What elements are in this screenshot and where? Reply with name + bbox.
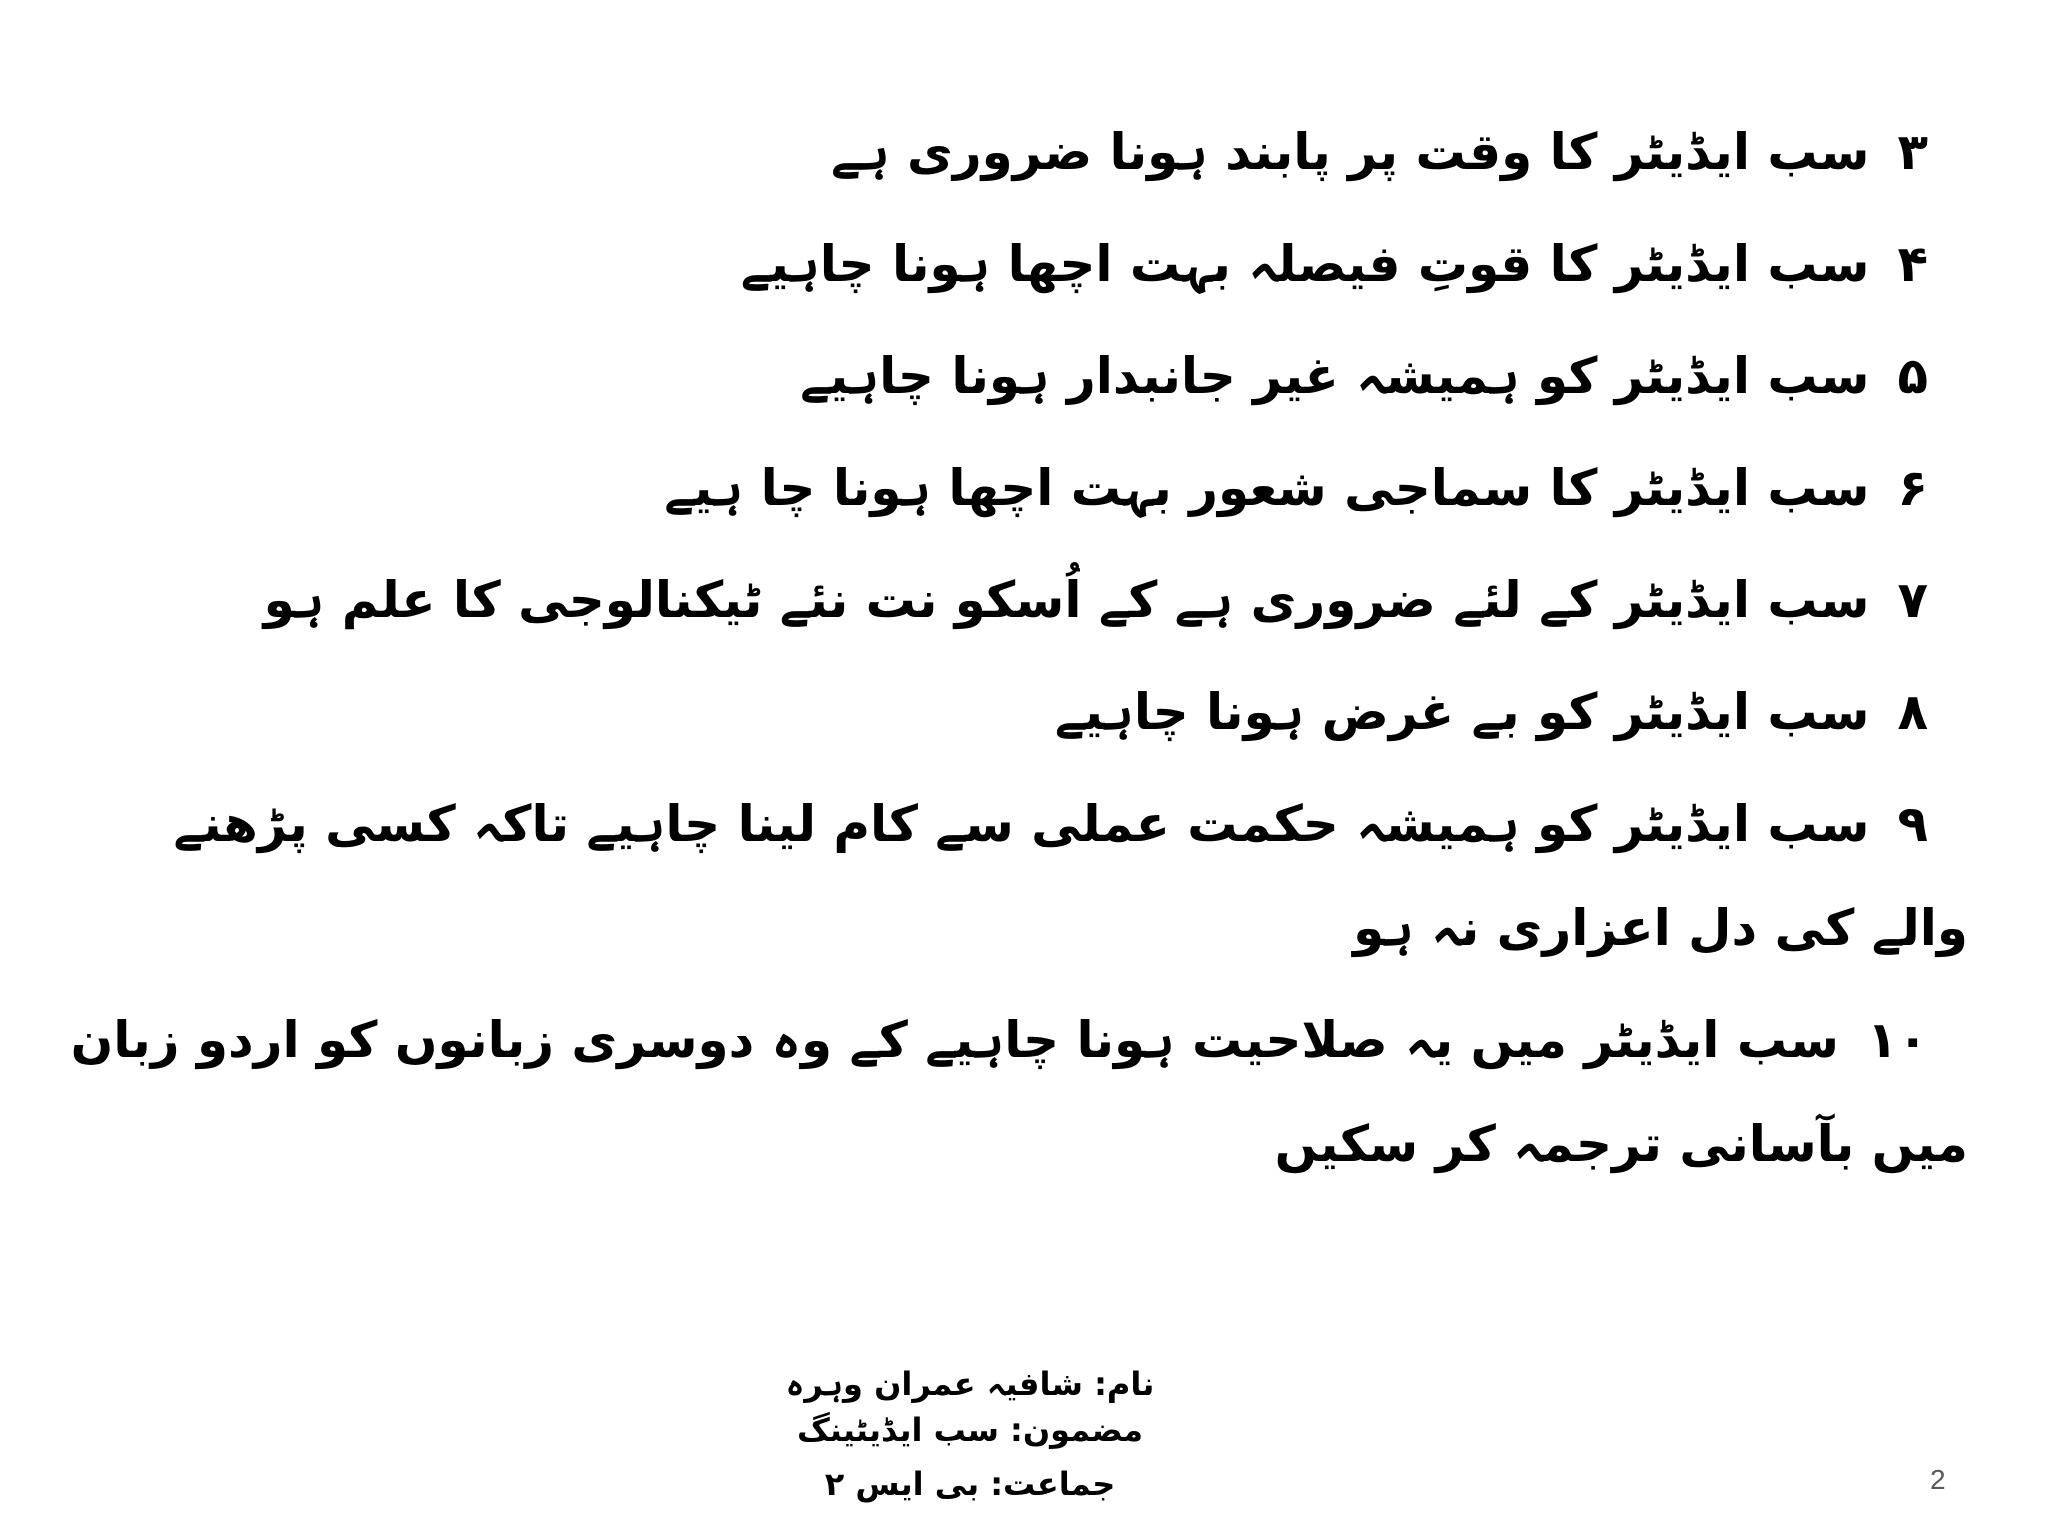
item-text: سب ایڈیٹر کو ہمیشہ غیر جانبدار ہونا چاہیے (800, 347, 1870, 405)
item-text: سب ایڈیٹر کا وقت پر پابند ہونا ضروری ہے (831, 123, 1870, 181)
item-text: سب ایڈیٹر کا سماجی شعور بہت اچھا ہونا چا ہیے (664, 459, 1870, 517)
list-item-4 (741, 234, 1928, 294)
item-text: سب ایڈیٹر کو بے غرض ہونا چاہیے (1054, 683, 1870, 741)
list-item-3 (831, 122, 1928, 182)
list-item-6 (664, 458, 1928, 518)
item-text: سب ایڈیٹر میں یہ صلاحیت ہونا چاہیے کے وہ دوسری زبانوں کو اردو زبان (70, 1011, 1839, 1069)
list-item-5 (800, 346, 1928, 406)
item-text: سب ایڈیٹر کے لئے ضروری ہے کے اُسکو نت نئے ٹیکنالوجی کا علم ہو (263, 571, 1870, 629)
item-number: ۳ (1897, 123, 1928, 181)
footer-subject: مضمون: سب ایڈیٹینگ (796, 1411, 1144, 1449)
list-item-8 (1055, 682, 1928, 742)
item-text: سب ایڈیٹر کو ہمیشہ حکمت عملی سے کام لینا چاہیے تاکہ کسی پڑھنے (173, 795, 1870, 853)
footer-class: جماعت: بی ایس ۲ (824, 1465, 1116, 1503)
list-item-9-continuation: والے کی دل اعزاری نہ ہو (1353, 899, 1968, 957)
list-item-7 (264, 570, 1928, 630)
list-item-9 (173, 794, 1928, 854)
item-text: سب ایڈیٹر کا قوتِ فیصلہ بہت اچھا ہونا چاہیے (740, 235, 1870, 293)
page-number: 2 (1930, 1464, 1946, 1495)
item-number: ۶ (1897, 459, 1928, 517)
item-number: ۹ (1897, 795, 1928, 853)
list-item-10 (71, 1010, 1928, 1070)
item-number: ۸ (1897, 683, 1928, 741)
list-item-10-continuation: میں بآسانی ترجمہ کر سکیں (1274, 1115, 1968, 1173)
item-number: ۵ (1897, 347, 1928, 405)
item-number: ۷ (1897, 571, 1928, 629)
item-number: ۱۰ (1866, 1011, 1928, 1069)
footer-name: نام: شافیہ عمران وہرہ (785, 1365, 1155, 1403)
item-number: ۴ (1897, 235, 1928, 293)
